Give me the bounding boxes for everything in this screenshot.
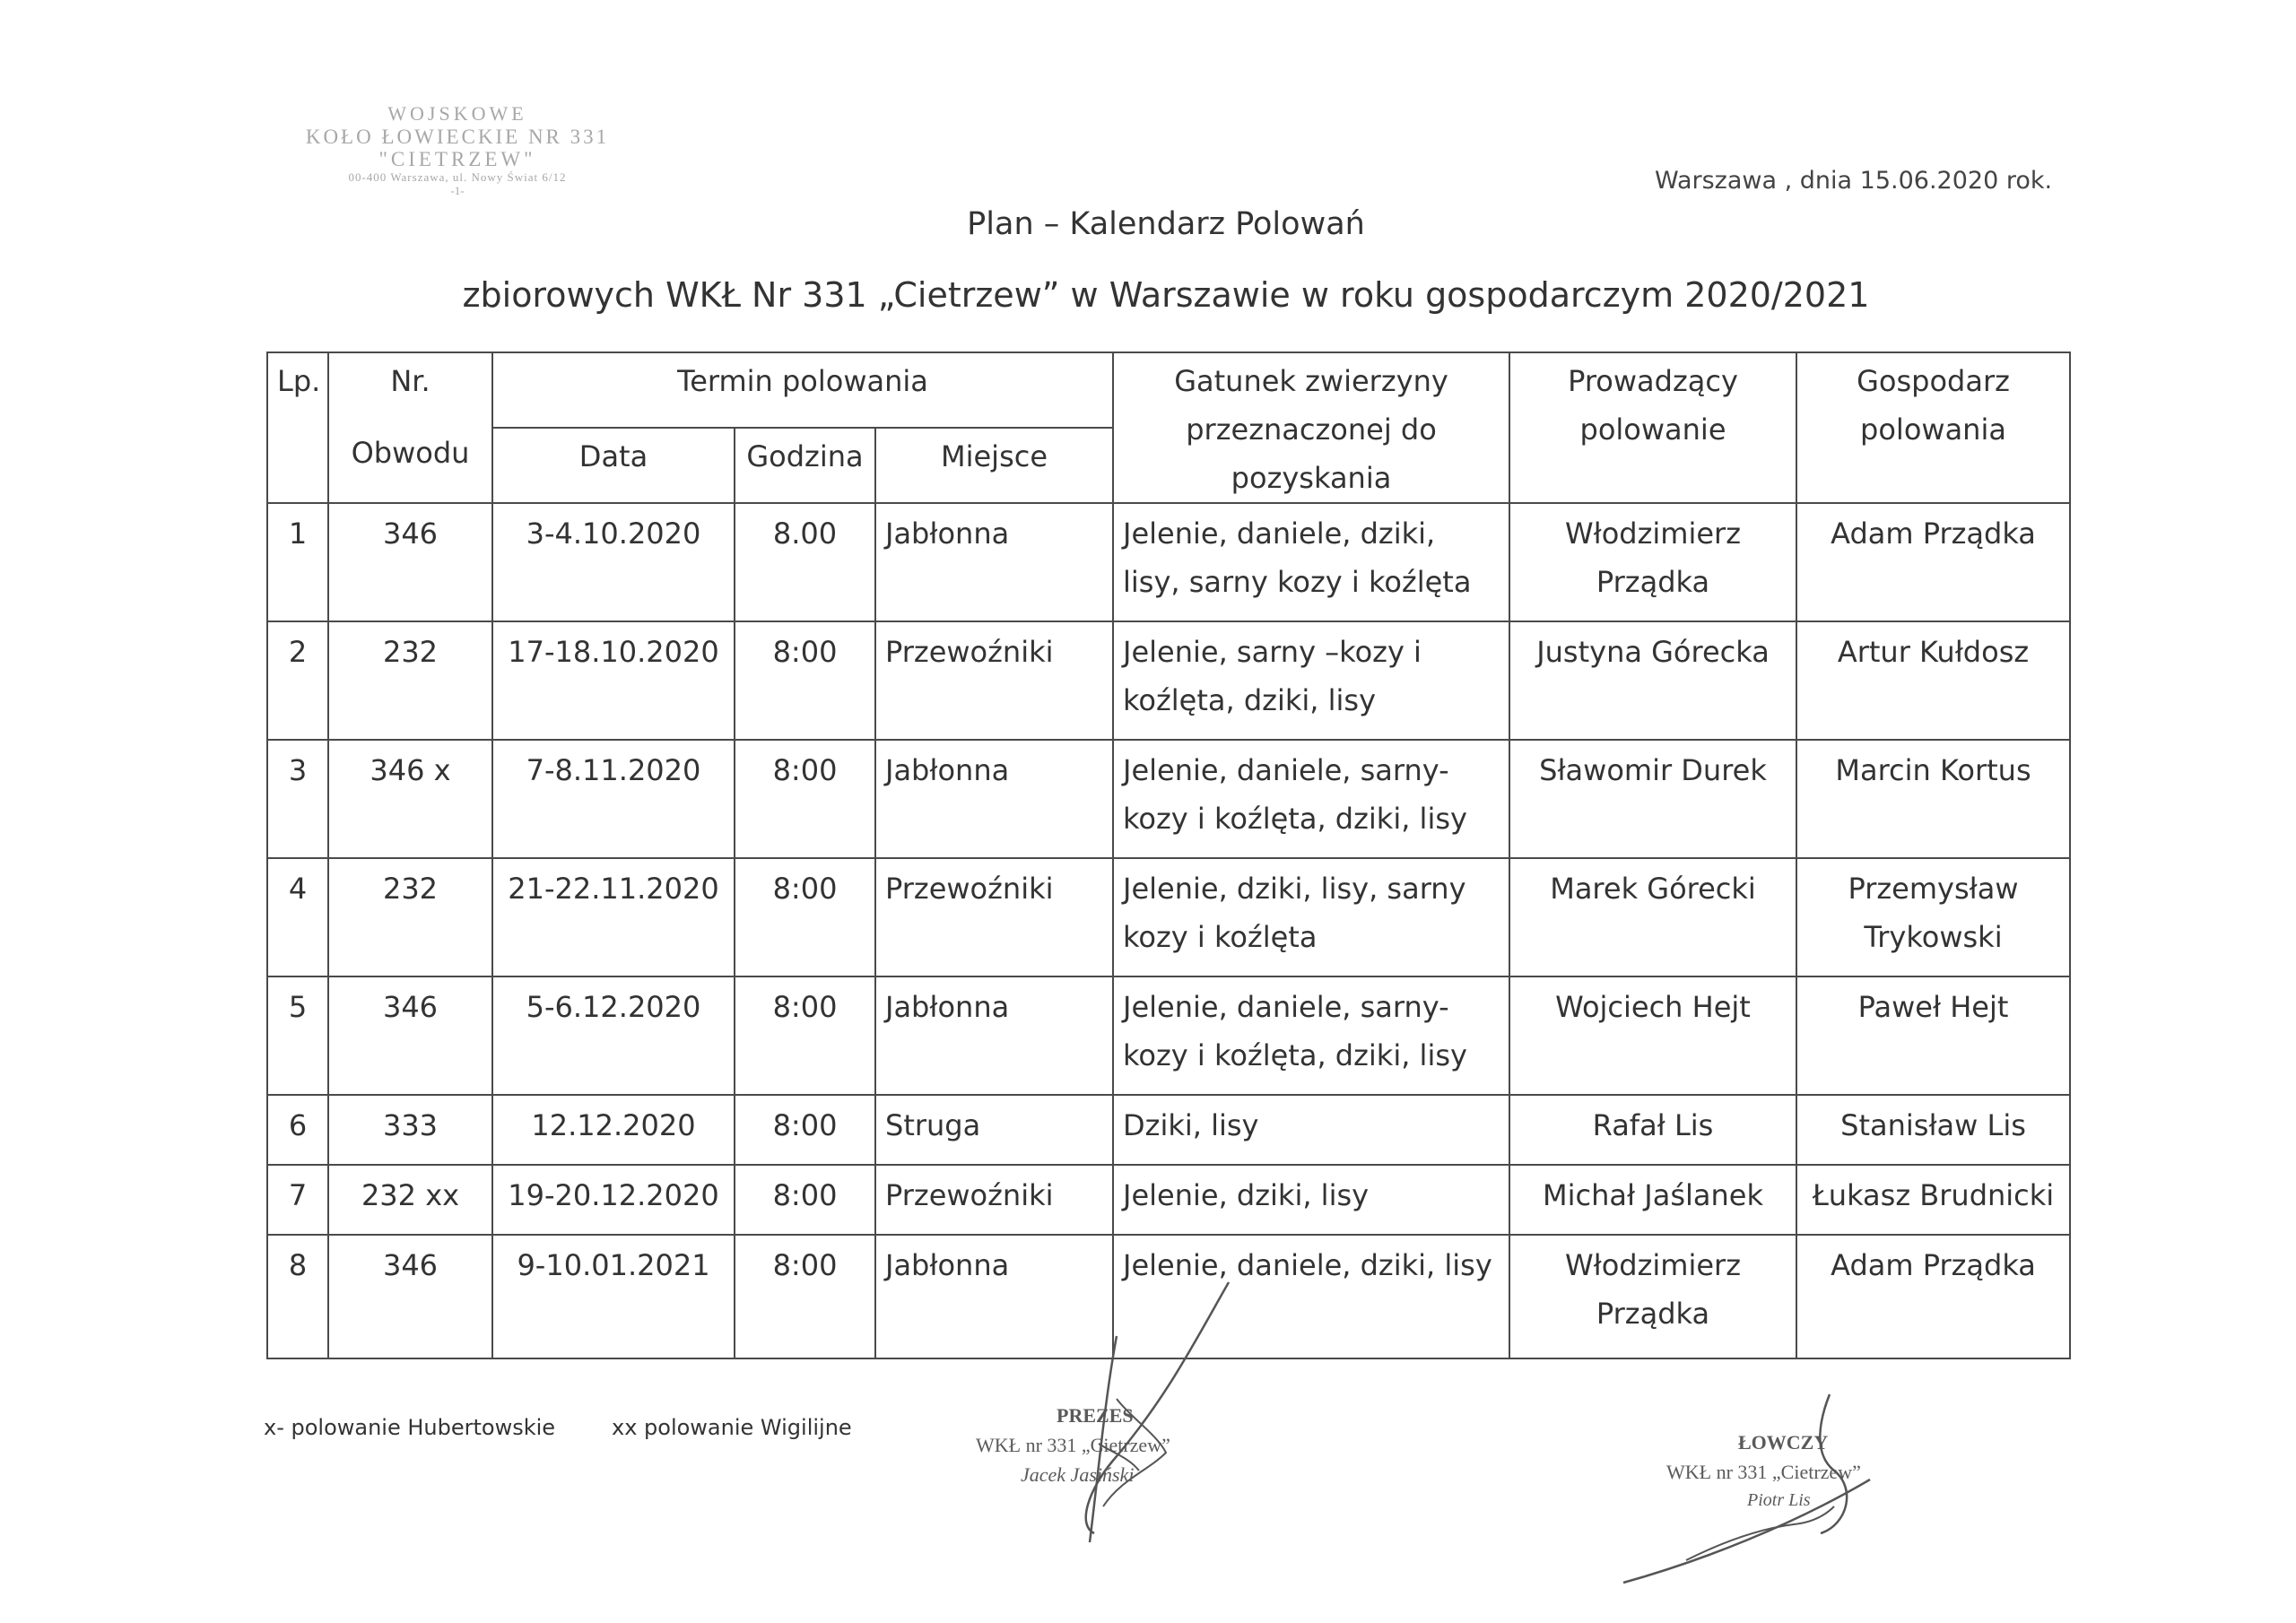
place-date: Warszawa , dnia 15.06.2020 rok. — [1655, 167, 2053, 195]
header-termin — [492, 352, 1113, 428]
cell-godzina: 8.00 — [735, 503, 875, 621]
cell-obwod: 232 — [328, 858, 492, 976]
cell-prowadzacy-line1: Włodzimierz — [1564, 1248, 1741, 1282]
table-row — [267, 621, 2070, 740]
cell-lp: 4 — [267, 858, 328, 976]
cell-miejsce: Jabłonna — [875, 503, 1113, 621]
header-gatunek-line2: przeznaczonej do — [1186, 412, 1437, 447]
cell-lp: 5 — [267, 976, 328, 1095]
cell-gospodarz-line1: Stanisław Lis — [1840, 1108, 2026, 1142]
cell-miejsce: Przewoźniki — [875, 1165, 1113, 1235]
table-row — [267, 503, 2070, 621]
cell-obwod: 232 — [328, 621, 492, 740]
table-header-row — [267, 352, 2070, 428]
header-prowadzacy-line2: polowanie — [1579, 412, 1726, 447]
cell-gospodarz-line1: Marcin Kortus — [1835, 753, 2031, 787]
cell-obwod: 346 — [328, 976, 492, 1095]
cell-gospodarz — [1796, 621, 2070, 740]
cell-gatunek-line1: Jelenie, daniele, sarny- — [1123, 753, 1449, 787]
cell-miejsce: Przewoźniki — [875, 621, 1113, 740]
cell-gospodarz — [1796, 503, 2070, 621]
cell-prowadzacy — [1509, 976, 1796, 1095]
header-prowadzacy-line1: Prowadzący — [1568, 364, 1738, 398]
header-gospodarz — [1796, 352, 2070, 503]
cell-obwod: 346 — [328, 503, 492, 621]
table-row — [267, 858, 2070, 976]
cell-obwod: 346 — [328, 1235, 492, 1358]
cell-gatunek — [1113, 1165, 1509, 1235]
cell-miejsce: Struga — [875, 1095, 1113, 1165]
header-data: Data — [492, 428, 735, 503]
header-miejsce: Miejsce — [875, 428, 1113, 503]
table-row — [267, 1095, 2070, 1165]
cell-prowadzacy-line1: Michał Jaślanek — [1543, 1178, 1763, 1212]
header-termin-label: Termin polowania — [677, 364, 928, 398]
cell-data: 3-4.10.2020 — [492, 503, 735, 621]
cell-prowadzacy — [1509, 1095, 1796, 1165]
cell-gatunek-line2: koźlęta, dziki, lisy — [1123, 683, 1376, 717]
cell-gatunek — [1113, 1235, 1509, 1358]
stamp-line-2: KOŁO ŁOWIECKIE NR 331 — [305, 125, 610, 148]
footnote-wigilijne: xx polowanie Wigilijne — [612, 1415, 852, 1440]
cell-prowadzacy — [1509, 740, 1796, 858]
cell-godzina: 8:00 — [735, 976, 875, 1095]
stamp-line-1: WOJSKOWE — [387, 102, 527, 125]
cell-obwod: 333 — [328, 1095, 492, 1165]
header-gatunek-line3: pozyskania — [1231, 461, 1392, 495]
cell-prowadzacy-line2: Prządka — [1596, 565, 1710, 599]
cell-prowadzacy-line1: Rafał Lis — [1592, 1108, 1714, 1142]
cell-prowadzacy-line1: Wojciech Hejt — [1555, 990, 1751, 1024]
cell-gatunek — [1113, 976, 1509, 1095]
cell-data: 9-10.01.2021 — [492, 1235, 735, 1358]
table-row — [267, 1165, 2070, 1235]
cell-data: 7-8.11.2020 — [492, 740, 735, 858]
cell-gatunek-line1: Dziki, lisy — [1123, 1108, 1259, 1142]
cell-gatunek-line1: Jelenie, dziki, lisy, sarny — [1123, 872, 1466, 906]
cell-data: 19-20.12.2020 — [492, 1165, 735, 1235]
cell-godzina: 8:00 — [735, 1165, 875, 1235]
cell-data: 5-6.12.2020 — [492, 976, 735, 1095]
cell-prowadzacy — [1509, 503, 1796, 621]
cell-prowadzacy-line1: Sławomir Durek — [1539, 753, 1767, 787]
stamp-line-4: 00-400 Warszawa, ul. Nowy Świat 6/12 — [348, 170, 567, 185]
signature-lowczy-title: ŁOWCZY — [1738, 1431, 1829, 1454]
hunting-plan-table — [266, 352, 2071, 1359]
cell-lp: 2 — [267, 621, 328, 740]
header-gatunek-line1: Gatunek zwierzyny — [1174, 364, 1448, 398]
cell-prowadzacy — [1509, 858, 1796, 976]
cell-gatunek-line2: kozy i koźlęta, dziki, lisy — [1123, 802, 1467, 836]
cell-gatunek — [1113, 858, 1509, 976]
cell-gatunek-line2: lisy, sarny kozy i koźlęta — [1123, 565, 1472, 599]
cell-gatunek-line2: kozy i koźlęta — [1123, 920, 1318, 954]
cell-godzina: 8:00 — [735, 858, 875, 976]
cell-prowadzacy — [1509, 1165, 1796, 1235]
cell-gatunek-line2: kozy i koźlęta, dziki, lisy — [1123, 1038, 1467, 1072]
signature-prezes — [976, 1401, 1170, 1489]
cell-data: 17-18.10.2020 — [492, 621, 735, 740]
cell-gatunek-line1: Jelenie, daniele, dziki, — [1123, 516, 1436, 551]
stamp-line-3: "CIETRZEW" — [378, 148, 536, 171]
cell-godzina: 8:00 — [735, 740, 875, 858]
header-obwod-line1: Nr. — [390, 364, 430, 398]
cell-gospodarz — [1796, 1165, 2070, 1235]
club-stamp — [269, 103, 646, 197]
cell-gospodarz — [1796, 1235, 2070, 1358]
table-row — [267, 1235, 2070, 1358]
signature-lowczy-name: Piotr Lis — [1747, 1490, 1811, 1510]
table-row — [267, 976, 2070, 1095]
cell-godzina: 8:00 — [735, 1095, 875, 1165]
cell-gospodarz-line1: Artur Kułdosz — [1837, 635, 2030, 669]
cell-lp: 1 — [267, 503, 328, 621]
footnote-hubertowskie: x- polowanie Hubertowskie — [264, 1415, 556, 1440]
cell-gatunek-line1: Jelenie, dziki, lisy — [1123, 1178, 1370, 1212]
header-obwod-line2: Obwodu — [351, 436, 470, 470]
cell-prowadzacy-line1: Marek Górecki — [1550, 872, 1756, 906]
header-obwod — [328, 352, 492, 503]
cell-data: 12.12.2020 — [492, 1095, 735, 1165]
document-subtitle: zbiorowych WKŁ Nr 331 „Cietrzew” w Warszawie w roku gospodarczym 2020/2021 — [462, 275, 1870, 315]
cell-gatunek-line1: Jelenie, daniele, sarny- — [1123, 990, 1449, 1024]
cell-gospodarz-line1: Łukasz Brudnicki — [1812, 1178, 2055, 1212]
signature-prezes-title: PREZES — [1057, 1404, 1134, 1427]
cell-gospodarz — [1796, 1095, 2070, 1165]
signature-prezes-name: Jacek Jasiński — [1021, 1463, 1135, 1486]
cell-gospodarz-line2: Trykowski — [1864, 920, 2003, 954]
signature-lowczy-org: WKŁ nr 331 „Cietrzew” — [1666, 1461, 1861, 1483]
cell-obwod: 232 xx — [328, 1165, 492, 1235]
cell-gospodarz — [1796, 858, 2070, 976]
cell-gatunek — [1113, 1095, 1509, 1165]
signature-stroke-lowczy-3 — [1686, 1506, 1834, 1560]
cell-gatunek — [1113, 503, 1509, 621]
cell-gatunek — [1113, 621, 1509, 740]
cell-lp: 7 — [267, 1165, 328, 1235]
signature-prezes-org: WKŁ nr 331 „Cietrzew” — [976, 1434, 1170, 1456]
cell-lp: 3 — [267, 740, 328, 858]
cell-miejsce: Jabłonna — [875, 1235, 1113, 1358]
cell-gospodarz-line1: Adam Prządka — [1831, 1248, 2036, 1282]
cell-miejsce: Jabłonna — [875, 740, 1113, 858]
cell-godzina: 8:00 — [735, 1235, 875, 1358]
cell-lp: 8 — [267, 1235, 328, 1358]
cell-gatunek — [1113, 740, 1509, 858]
signature-lowczy — [1666, 1428, 1861, 1514]
cell-gospodarz — [1796, 740, 2070, 858]
cell-gospodarz-line1: Adam Prządka — [1831, 516, 2036, 551]
cell-prowadzacy-line1: Justyna Górecka — [1536, 635, 1770, 669]
header-prowadzacy — [1509, 352, 1796, 503]
cell-prowadzacy-line2: Prządka — [1596, 1297, 1710, 1331]
cell-gospodarz-line1: Paweł Hejt — [1857, 990, 2009, 1024]
cell-prowadzacy — [1509, 1235, 1796, 1358]
cell-prowadzacy-line1: Włodzimierz — [1564, 516, 1741, 551]
cell-obwod: 346 x — [328, 740, 492, 858]
header-gospodarz-line2: polowania — [1860, 412, 2006, 447]
cell-gospodarz — [1796, 976, 2070, 1095]
cell-miejsce: Jabłonna — [875, 976, 1113, 1095]
cell-gospodarz-line1: Przemysław — [1848, 872, 2019, 906]
cell-godzina: 8:00 — [735, 621, 875, 740]
header-gospodarz-line1: Gospodarz — [1857, 364, 2010, 398]
cell-miejsce: Przewoźniki — [875, 858, 1113, 976]
cell-prowadzacy — [1509, 621, 1796, 740]
header-lp-label: Lp. — [277, 364, 321, 398]
stamp-line-5: -1- — [450, 183, 465, 197]
cell-data: 21-22.11.2020 — [492, 858, 735, 976]
header-gatunek — [1113, 352, 1509, 503]
header-lp — [267, 352, 328, 503]
document-title: Plan – Kalendarz Polowań — [967, 206, 1365, 242]
cell-lp: 6 — [267, 1095, 328, 1165]
cell-gatunek-line1: Jelenie, daniele, dziki, lisy — [1123, 1248, 1492, 1282]
header-godzina: Godzina — [735, 428, 875, 503]
cell-gatunek-line1: Jelenie, sarny –kozy i — [1123, 635, 1422, 669]
table-row — [267, 740, 2070, 858]
